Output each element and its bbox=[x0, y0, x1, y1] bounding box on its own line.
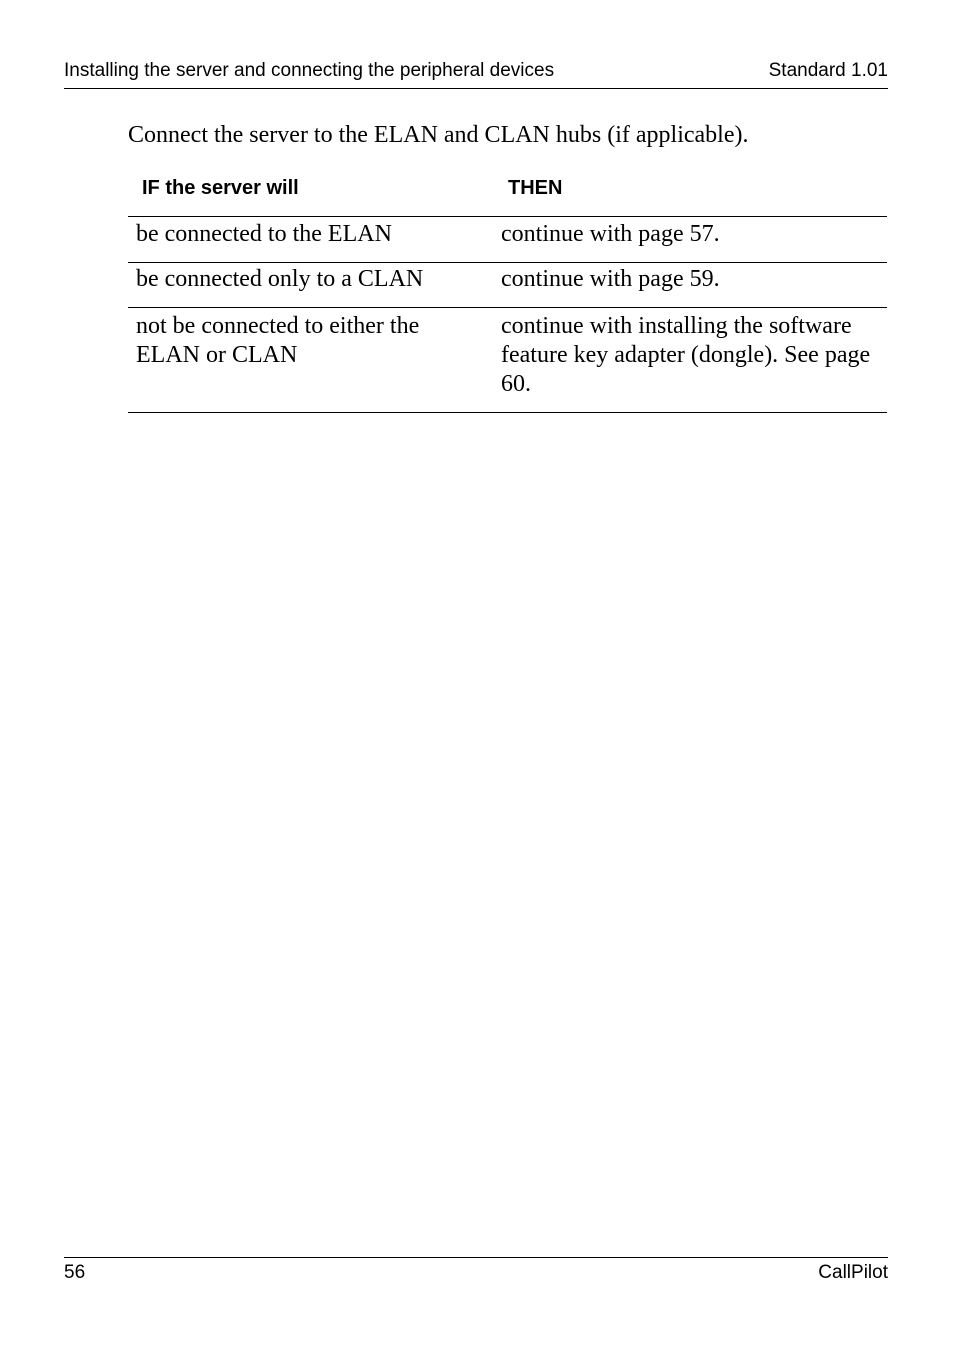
table-header-action: THEN bbox=[508, 177, 563, 199]
table-cell-condition: be connected to the ELAN bbox=[136, 221, 392, 247]
table-cell-action: continue with installing the software feature key adapter (dongle). See page 60. bbox=[501, 313, 871, 397]
table-cell-condition: not be connected to either the ELAN or CLAN bbox=[136, 313, 420, 368]
table-cell-condition: be connected only to a CLAN bbox=[136, 266, 424, 292]
footer-product-name: CallPilot bbox=[818, 1262, 888, 1283]
header-version: Standard 1.01 bbox=[768, 60, 888, 81]
table-cell-action: continue with page 57. bbox=[501, 221, 720, 247]
page-header bbox=[64, 60, 888, 89]
decision-table bbox=[128, 172, 887, 413]
page-number: 56 bbox=[64, 1262, 86, 1283]
table-cell-action: continue with page 59. bbox=[501, 266, 720, 292]
header-section-title: Installing the server and connecting the peripheral devices bbox=[64, 60, 555, 81]
table-row bbox=[128, 308, 887, 413]
table-row bbox=[128, 217, 887, 263]
table-header-condition: IF the server will bbox=[142, 177, 299, 199]
page-footer bbox=[64, 1257, 888, 1288]
table-row bbox=[128, 263, 887, 308]
table-header-row bbox=[128, 172, 887, 217]
intro-paragraph: Connect the server to the ELAN and CLAN hubs (if applicable). bbox=[128, 122, 749, 148]
